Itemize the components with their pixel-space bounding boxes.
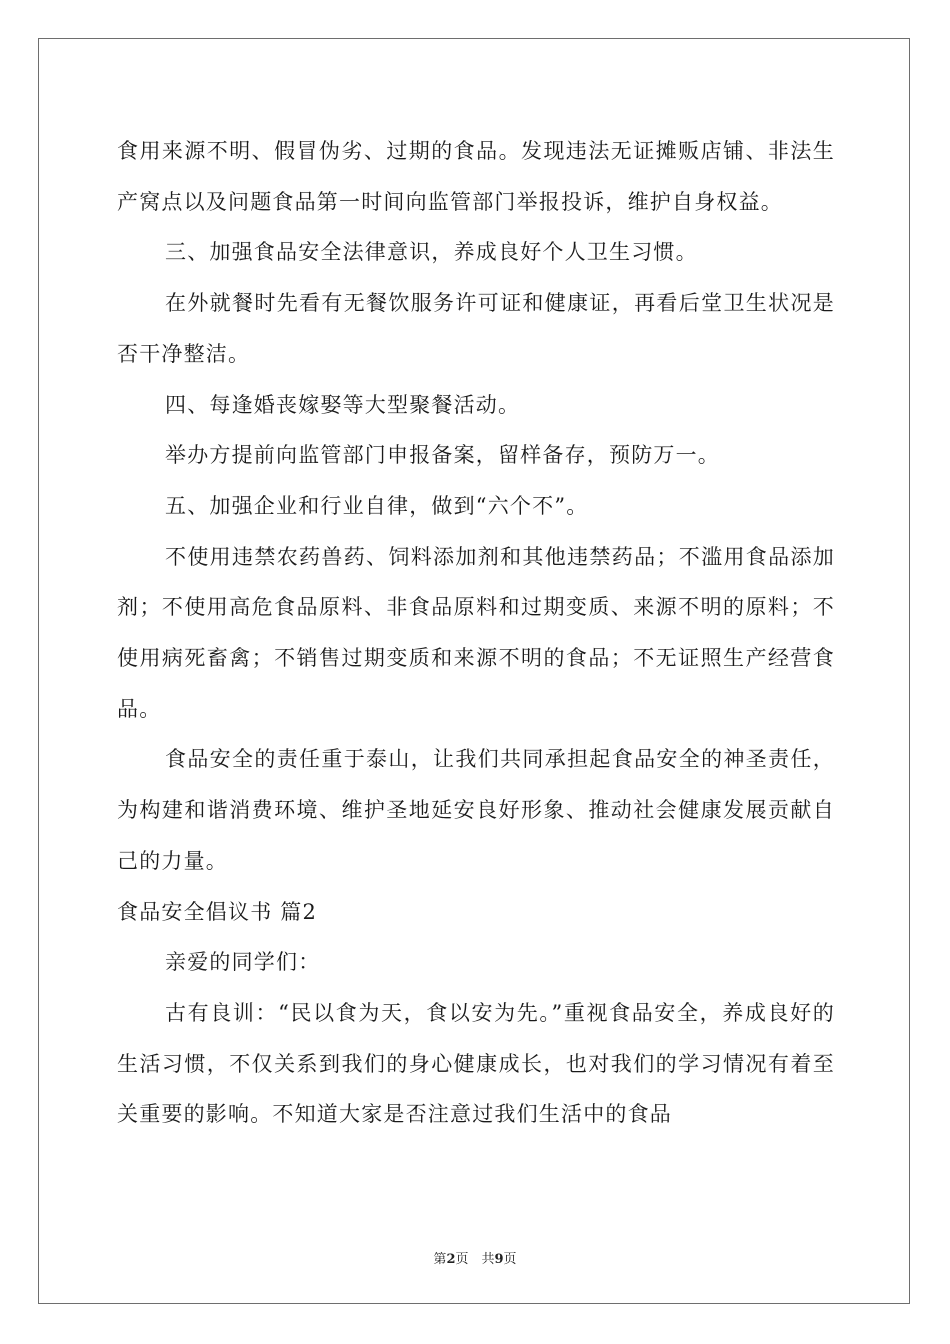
paragraph-3: 在外就餐时先看有无餐饮服务许可证和健康证，再看后堂卫生状况是否干净整洁。 [117,291,835,366]
paragraph-8: 食品安全的责任重于泰山，让我们共同承担起食品安全的神圣责任，为构建和谐消费环境、维护圣地延安良好形象、推动社会健康发展贡献自己的力量。 [117,747,835,873]
page-footer [0,1248,950,1267]
paragraph-2: 三、加强食品安全法律意识，养成良好个人卫生习惯。 [165,240,698,265]
paragraph-11: 古有良训：“民以食为天，食以安为先。”重视食品安全，养成良好的生活习惯，不仅关系到我们的身心健康成长，也对我们的学习情况有着至关重要的影响。不知道大家是否注意过我们生活中的食品 [117,1000,835,1127]
paragraph-4: 四、每逢婚丧嫁娶等大型聚餐活动。 [165,392,521,417]
total-page-number: 9 [494,1252,504,1267]
footer-prefix: 第 [433,1252,447,1267]
paragraph-5: 举办方提前向监管部门申报备案，留样备存，预防万一。 [165,443,720,468]
paragraph-6: 五、加强企业和行业自律，做到“六个不”。 [165,493,589,518]
paragraph-1: 食用来源不明、假冒伪劣、过期的食品。发现违法无证摊贩店铺、非法生产窝点以及问题食品第一时间向监管部门举报投诉，维护自身权益。 [117,139,835,214]
footer-suffix: 页 [503,1252,517,1267]
salutation: 亲爱的同学们： [165,950,321,975]
document-body [117,126,835,1140]
section-heading: 食品安全倡议书 篇2 [117,899,318,924]
current-page-number: 2 [446,1252,456,1267]
paragraph-7: 不使用违禁农药兽药、饲料添加剂和其他违禁药品；不滥用食品添加剂；不使用高危食品原料、非食品原料和过期变质、来源不明的原料；不使用病死畜禽；不销售过期变质和来源不明的食品；不无证照生产经营食品。 [117,544,835,721]
footer-middle: 页 共 [455,1252,495,1267]
